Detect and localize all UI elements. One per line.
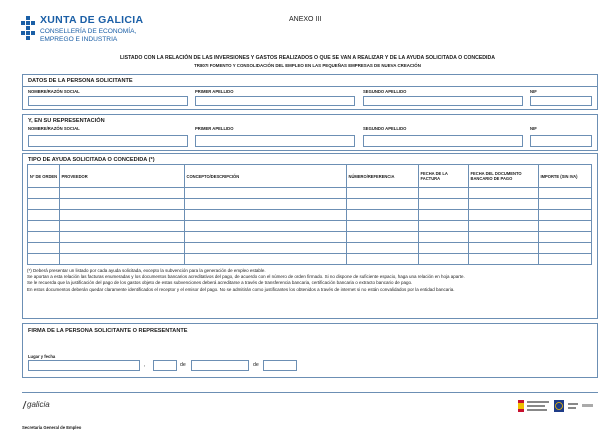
applicant-surname2-field[interactable]	[363, 96, 523, 106]
footer-rule	[22, 392, 598, 393]
representative-nif-field[interactable]	[530, 135, 592, 147]
table-row	[28, 210, 592, 221]
col-amount: IMPORTE (SIN IVA)	[539, 165, 592, 188]
applicant-section	[22, 74, 598, 110]
signature-heading: FIRMA DE LA PERSONA SOLICITANTE O REPRESENTANTE	[28, 328, 188, 334]
table-row	[28, 243, 592, 254]
place-field[interactable]	[28, 360, 140, 371]
org-name: XUNTA DE GALICIA	[40, 14, 144, 26]
form-title: LISTADO CON LA RELACIÓN DE LAS INVERSIONES Y GASTOS REALIZADOS O QUE SE VAN A REALIZAR Y DE LA AYUDA SOLICITADA O CONCEDIDA	[120, 55, 495, 61]
col-payment-date: FECHA DEL DOCUMENTO BANCARIO DE PAGO	[469, 165, 539, 188]
notes-block	[27, 268, 592, 293]
applicant-name-field[interactable]	[28, 96, 188, 106]
xunta-cross-icon	[20, 16, 36, 42]
representative-heading: Y, EN SU REPRESENTACIÓN	[28, 118, 105, 124]
representative-name-label: NOMBRE/RAZÓN SOCIAL	[28, 126, 80, 131]
applicant-nif-label: NIF	[530, 89, 537, 94]
place-date-label: Lugar y fecha	[28, 354, 56, 359]
applicant-surname1-field[interactable]	[195, 96, 355, 106]
comma-sep: ,	[144, 362, 146, 368]
aid-heading: TIPO DE AYUDA SOLICITADA O CONCEDIDA (*)	[28, 157, 155, 163]
representative-surname1-field[interactable]	[195, 135, 355, 147]
de-sep-2: de	[253, 362, 259, 368]
representative-nif-label: NIF	[530, 126, 537, 131]
col-invoice-date: FECHA DE LA FACTURA	[419, 165, 469, 188]
table-row	[28, 221, 592, 232]
day-field[interactable]	[153, 360, 177, 371]
note-4: En estos documentos deberán quedar claramente identificados el receptor y el emisor del pago. No se admitirán como justificantes los obtenidos a través de internet si no están convalidados por la entidad bancaria.	[27, 286, 455, 292]
xunta-logo	[20, 14, 160, 54]
table-row	[28, 188, 592, 199]
org-sub-line1: CONSELLERÍA DE ECONOMÍA,	[40, 28, 137, 35]
org-sub-line2: EMPREGO E INDUSTRIA	[40, 36, 118, 43]
col-reference: NÚMERO/REFERENCIA	[347, 165, 419, 188]
note-1: (*) Deberá presentar un listado por cada ayuda solicitada, excepto la subvención para la generación de empleo estable.	[27, 268, 266, 273]
spain-government-logo	[518, 398, 594, 414]
representative-surname2-label: SEGUNDO APELLIDO	[363, 126, 407, 131]
galicia-logo: galicia	[27, 400, 50, 409]
de-sep-1: de	[180, 362, 186, 368]
month-field[interactable]	[191, 360, 249, 371]
representative-name-field[interactable]	[28, 135, 188, 147]
col-concept: CONCEPTO/DESCRIPCIÓN	[185, 165, 347, 188]
aid-table	[27, 164, 592, 265]
anexo-label: ANEXO III	[289, 16, 322, 23]
table-row	[28, 232, 592, 243]
applicant-surname2-label: SEGUNDO APELLIDO	[363, 89, 407, 94]
note-2: Se aportan a esta relación las facturas enumeradas y los documentos bancarios acreditativos del pago, de acuerdo con el número de orden firmado. Si no dispone de suficiente espacio, haga una relación en hoja aparte.	[27, 274, 465, 280]
representative-section	[22, 114, 598, 151]
table-row	[28, 254, 592, 265]
applicant-nif-field[interactable]	[530, 96, 592, 106]
note-3: Se le recuerda que la justificación del pago de los gastos objeto de estas subvenciones deberá acreditarse a través de transferencia bancaria, certificación bancaria o extracto bancario de pago.	[27, 280, 413, 286]
form-subtitle: TR807I FOMENTO Y CONSOLIDACIÓN DEL EMPLEO EN LAS PEQUEÑAS EMPRESAS DE NUEVA CREACIÓN	[194, 63, 421, 68]
applicant-name-label: NOMBRE/RAZÓN SOCIAL	[28, 89, 80, 94]
representative-surname2-field[interactable]	[363, 135, 523, 147]
representative-surname1-label: PRIMER APELLIDO	[195, 126, 234, 131]
table-row	[28, 199, 592, 210]
applicant-surname1-label: PRIMER APELLIDO	[195, 89, 234, 94]
aid-table-header	[28, 165, 592, 188]
col-provider: PROVEEDOR	[60, 165, 185, 188]
department-label: Secretaría General de Empleo	[22, 425, 82, 430]
col-order: Nº DE ORDEN	[28, 165, 60, 188]
applicant-heading: DATOS DE LA PERSONA SOLICITANTE	[28, 78, 133, 84]
year-field[interactable]	[263, 360, 297, 371]
